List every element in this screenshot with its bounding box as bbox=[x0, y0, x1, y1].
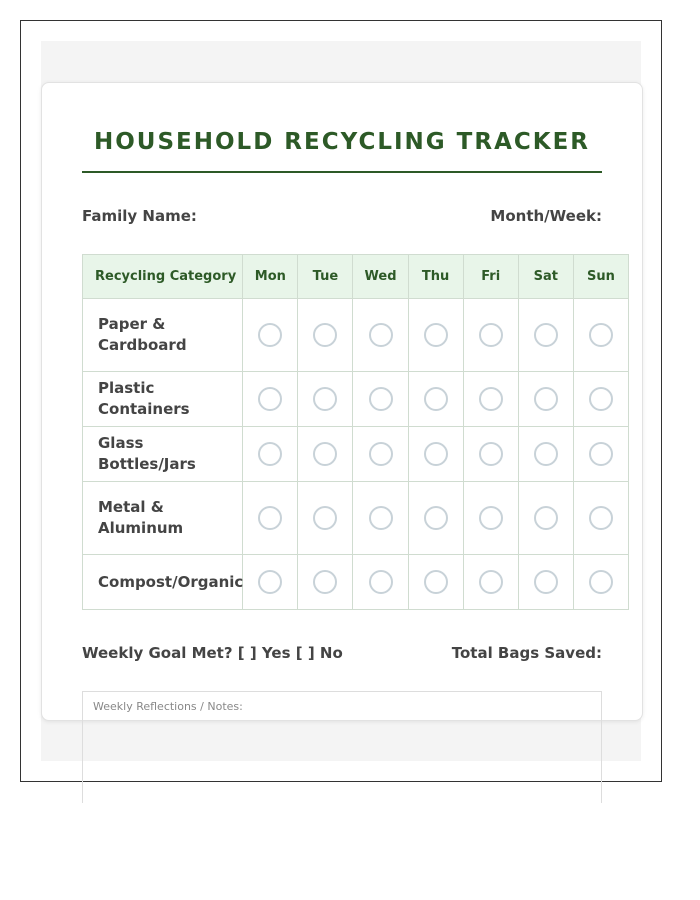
column-header-day: Fri bbox=[463, 255, 518, 299]
check-circle[interactable] bbox=[313, 570, 337, 594]
title-divider bbox=[82, 171, 602, 173]
table-header-row bbox=[83, 255, 629, 299]
column-header-category: Recycling Category bbox=[83, 255, 243, 299]
check-circle[interactable] bbox=[534, 506, 558, 530]
check-circle[interactable] bbox=[479, 387, 503, 411]
check-circle[interactable] bbox=[479, 570, 503, 594]
check-circle[interactable] bbox=[589, 387, 613, 411]
category-label: Metal & Aluminum bbox=[83, 482, 243, 555]
tracker-card bbox=[41, 82, 643, 721]
check-circle[interactable] bbox=[479, 442, 503, 466]
weekly-goal-text: Weekly Goal Met? [ ] Yes [ ] No bbox=[82, 644, 343, 662]
check-circle[interactable] bbox=[313, 323, 337, 347]
category-label: Compost/Organic bbox=[83, 555, 243, 610]
table-row bbox=[83, 372, 629, 427]
check-circle[interactable] bbox=[313, 387, 337, 411]
check-circle[interactable] bbox=[589, 570, 613, 594]
check-circle[interactable] bbox=[424, 323, 448, 347]
month-week-label: Month/Week: bbox=[490, 207, 602, 225]
check-circle[interactable] bbox=[369, 323, 393, 347]
page-title: HOUSEHOLD RECYCLING TRACKER bbox=[94, 129, 590, 155]
column-header-day: Wed bbox=[353, 255, 408, 299]
check-circle[interactable] bbox=[534, 387, 558, 411]
check-circle[interactable] bbox=[258, 323, 282, 347]
check-circle[interactable] bbox=[479, 506, 503, 530]
check-circle[interactable] bbox=[313, 442, 337, 466]
check-circle[interactable] bbox=[534, 442, 558, 466]
table-row bbox=[83, 427, 629, 482]
check-circle[interactable] bbox=[424, 387, 448, 411]
check-circle[interactable] bbox=[369, 570, 393, 594]
check-circle[interactable] bbox=[479, 323, 503, 347]
category-label: Plastic Containers bbox=[83, 372, 243, 427]
column-header-day: Thu bbox=[408, 255, 463, 299]
check-circle[interactable] bbox=[369, 506, 393, 530]
check-circle[interactable] bbox=[424, 570, 448, 594]
check-circle[interactable] bbox=[424, 506, 448, 530]
column-header-day: Tue bbox=[298, 255, 353, 299]
column-header-day: Mon bbox=[243, 255, 298, 299]
table-row bbox=[83, 555, 629, 610]
total-bags-label: Total Bags Saved: bbox=[451, 644, 602, 662]
check-circle[interactable] bbox=[589, 323, 613, 347]
column-header-day: Sat bbox=[518, 255, 573, 299]
check-circle[interactable] bbox=[369, 442, 393, 466]
table-row bbox=[83, 299, 629, 372]
check-circle[interactable] bbox=[534, 323, 558, 347]
check-circle[interactable] bbox=[258, 387, 282, 411]
check-circle[interactable] bbox=[369, 387, 393, 411]
check-circle[interactable] bbox=[258, 506, 282, 530]
check-circle[interactable] bbox=[258, 442, 282, 466]
check-circle[interactable] bbox=[258, 570, 282, 594]
check-circle[interactable] bbox=[589, 506, 613, 530]
category-label: Paper & Cardboard bbox=[83, 299, 243, 372]
column-header-day: Sun bbox=[573, 255, 628, 299]
family-name-label: Family Name: bbox=[82, 207, 197, 225]
notes-area[interactable] bbox=[82, 691, 602, 803]
recycling-table bbox=[82, 254, 629, 610]
check-circle[interactable] bbox=[424, 442, 448, 466]
check-circle[interactable] bbox=[313, 506, 337, 530]
category-label: Glass Bottles/Jars bbox=[83, 427, 243, 482]
check-circle[interactable] bbox=[534, 570, 558, 594]
check-circle[interactable] bbox=[589, 442, 613, 466]
notes-label: Weekly Reflections / Notes: bbox=[93, 700, 243, 713]
page-frame bbox=[20, 20, 662, 782]
table-row bbox=[83, 482, 629, 555]
